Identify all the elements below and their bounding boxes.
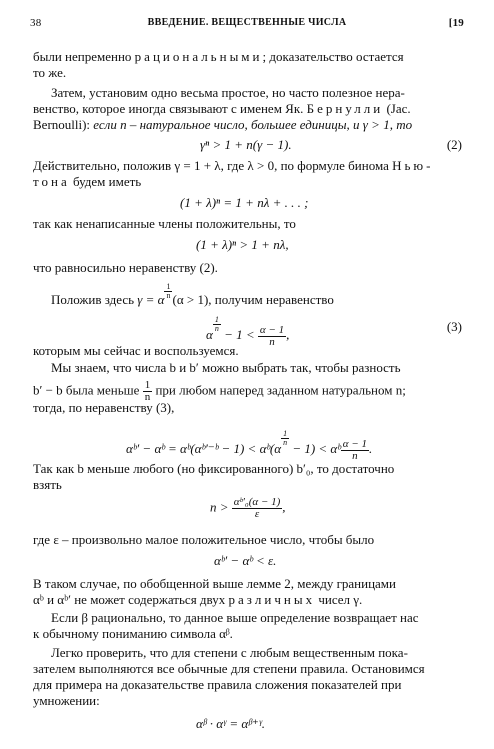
equation-number: (3) xyxy=(446,319,462,334)
text-line: тогда, по неравенству (3), xyxy=(33,400,175,415)
page-number: 38 xyxy=(30,17,42,29)
text-line: Мы знаем, что числа b и b′ можно выбрать так, чтобы разность xyxy=(51,360,401,375)
text-line: b′ − b была меньше $\frac{1}{n}$ при любом наперед заданном натуральном n; xyxy=(33,379,406,403)
equation-6: αᵇ′ − αᵇ < ε. xyxy=(214,553,277,568)
text-line: к обычному пониманию символа αᵝ. xyxy=(33,626,233,641)
section-number: [19 xyxy=(448,17,464,29)
text-line: αᵇ и αᵇ′ не может содержаться двух различных чисел γ. xyxy=(33,592,363,607)
text-line: то же. xyxy=(33,65,67,80)
running-title: ВВЕДЕНИЕ. ВЕЩЕСТВЕННЫЕ ЧИСЛА xyxy=(147,17,347,28)
text-line: которым мы сейчас и воспользуемся. xyxy=(33,343,239,358)
equation-number: (2) xyxy=(446,137,462,152)
text-line: Затем, установим одно весьма простое, но часто полезное нера- xyxy=(51,85,405,100)
text-line: Так как b меньше любого (но фиксированного) b′₀, то достаточно xyxy=(33,461,395,476)
equation-4: αᵇ′ − αᵇ = αᵇ(αᵇ′⁻ᵇ − 1) < αᵇ(α $\frac{1}{n}$ − 1) < αᵇ $\frac{\alpha - 1}{n}$ . xyxy=(126,429,373,462)
equation-3: α $\frac{1}{n}$ − 1 < $\frac{\alpha - 1}{n}$ , xyxy=(206,315,290,348)
text-line: Bernoulli): если n – натуральное число, большее единицы, и γ > 1, то xyxy=(33,117,413,132)
text-line: Легко проверить, что для степени с любым вещественным пока- xyxy=(51,645,408,660)
text-line: для примера на доказательстве правила сложения показателей при xyxy=(33,677,402,692)
text-line: что равносильно неравенству (2). xyxy=(33,260,218,275)
text-line: взять xyxy=(33,477,62,492)
text-line: тона будем иметь xyxy=(33,174,142,189)
text-line: были непременно рациональными; доказательство остается xyxy=(33,49,404,64)
equation-7: αᵝ · αᵞ = αᵝ⁺ᵞ. xyxy=(196,716,265,731)
text-line: В таком случае, по обобщенной выше лемме 2, между границами xyxy=(33,576,396,591)
equation-binomial: (1 + λ)ⁿ = 1 + nλ + . . . ; xyxy=(180,195,309,210)
text-line: Положив здесь γ = α $\frac{1}{n}$ (α > 1), получим неравенство xyxy=(51,282,334,307)
equation-2: γⁿ > 1 + n(γ − 1). xyxy=(200,137,292,152)
text-line: так как ненаписанные члены положительны, то xyxy=(33,216,296,231)
text-line: зателем выполняются все обычные для степени правила. Остановимся xyxy=(33,661,425,676)
equation-inequality: (1 + λ)ⁿ > 1 + nλ, xyxy=(196,237,289,252)
text-line: Если β рационально, то данное выше определение возвращает нас xyxy=(51,610,419,625)
text-line: венство, которое иногда связывают с именем Як. Бернулли (Jac. xyxy=(33,101,411,116)
text-line: где ε – произвольно малое положительное число, чтобы было xyxy=(33,532,375,547)
equation-5: n > $\frac{\text{αᵇ′₀(α − 1)}}{\varepsilon}$ , xyxy=(210,496,286,520)
text-line: Действительно, положив γ = 1 + λ, где λ > 0, по формуле бинома Нью- xyxy=(33,158,434,173)
text-line: умножении: xyxy=(33,693,100,708)
